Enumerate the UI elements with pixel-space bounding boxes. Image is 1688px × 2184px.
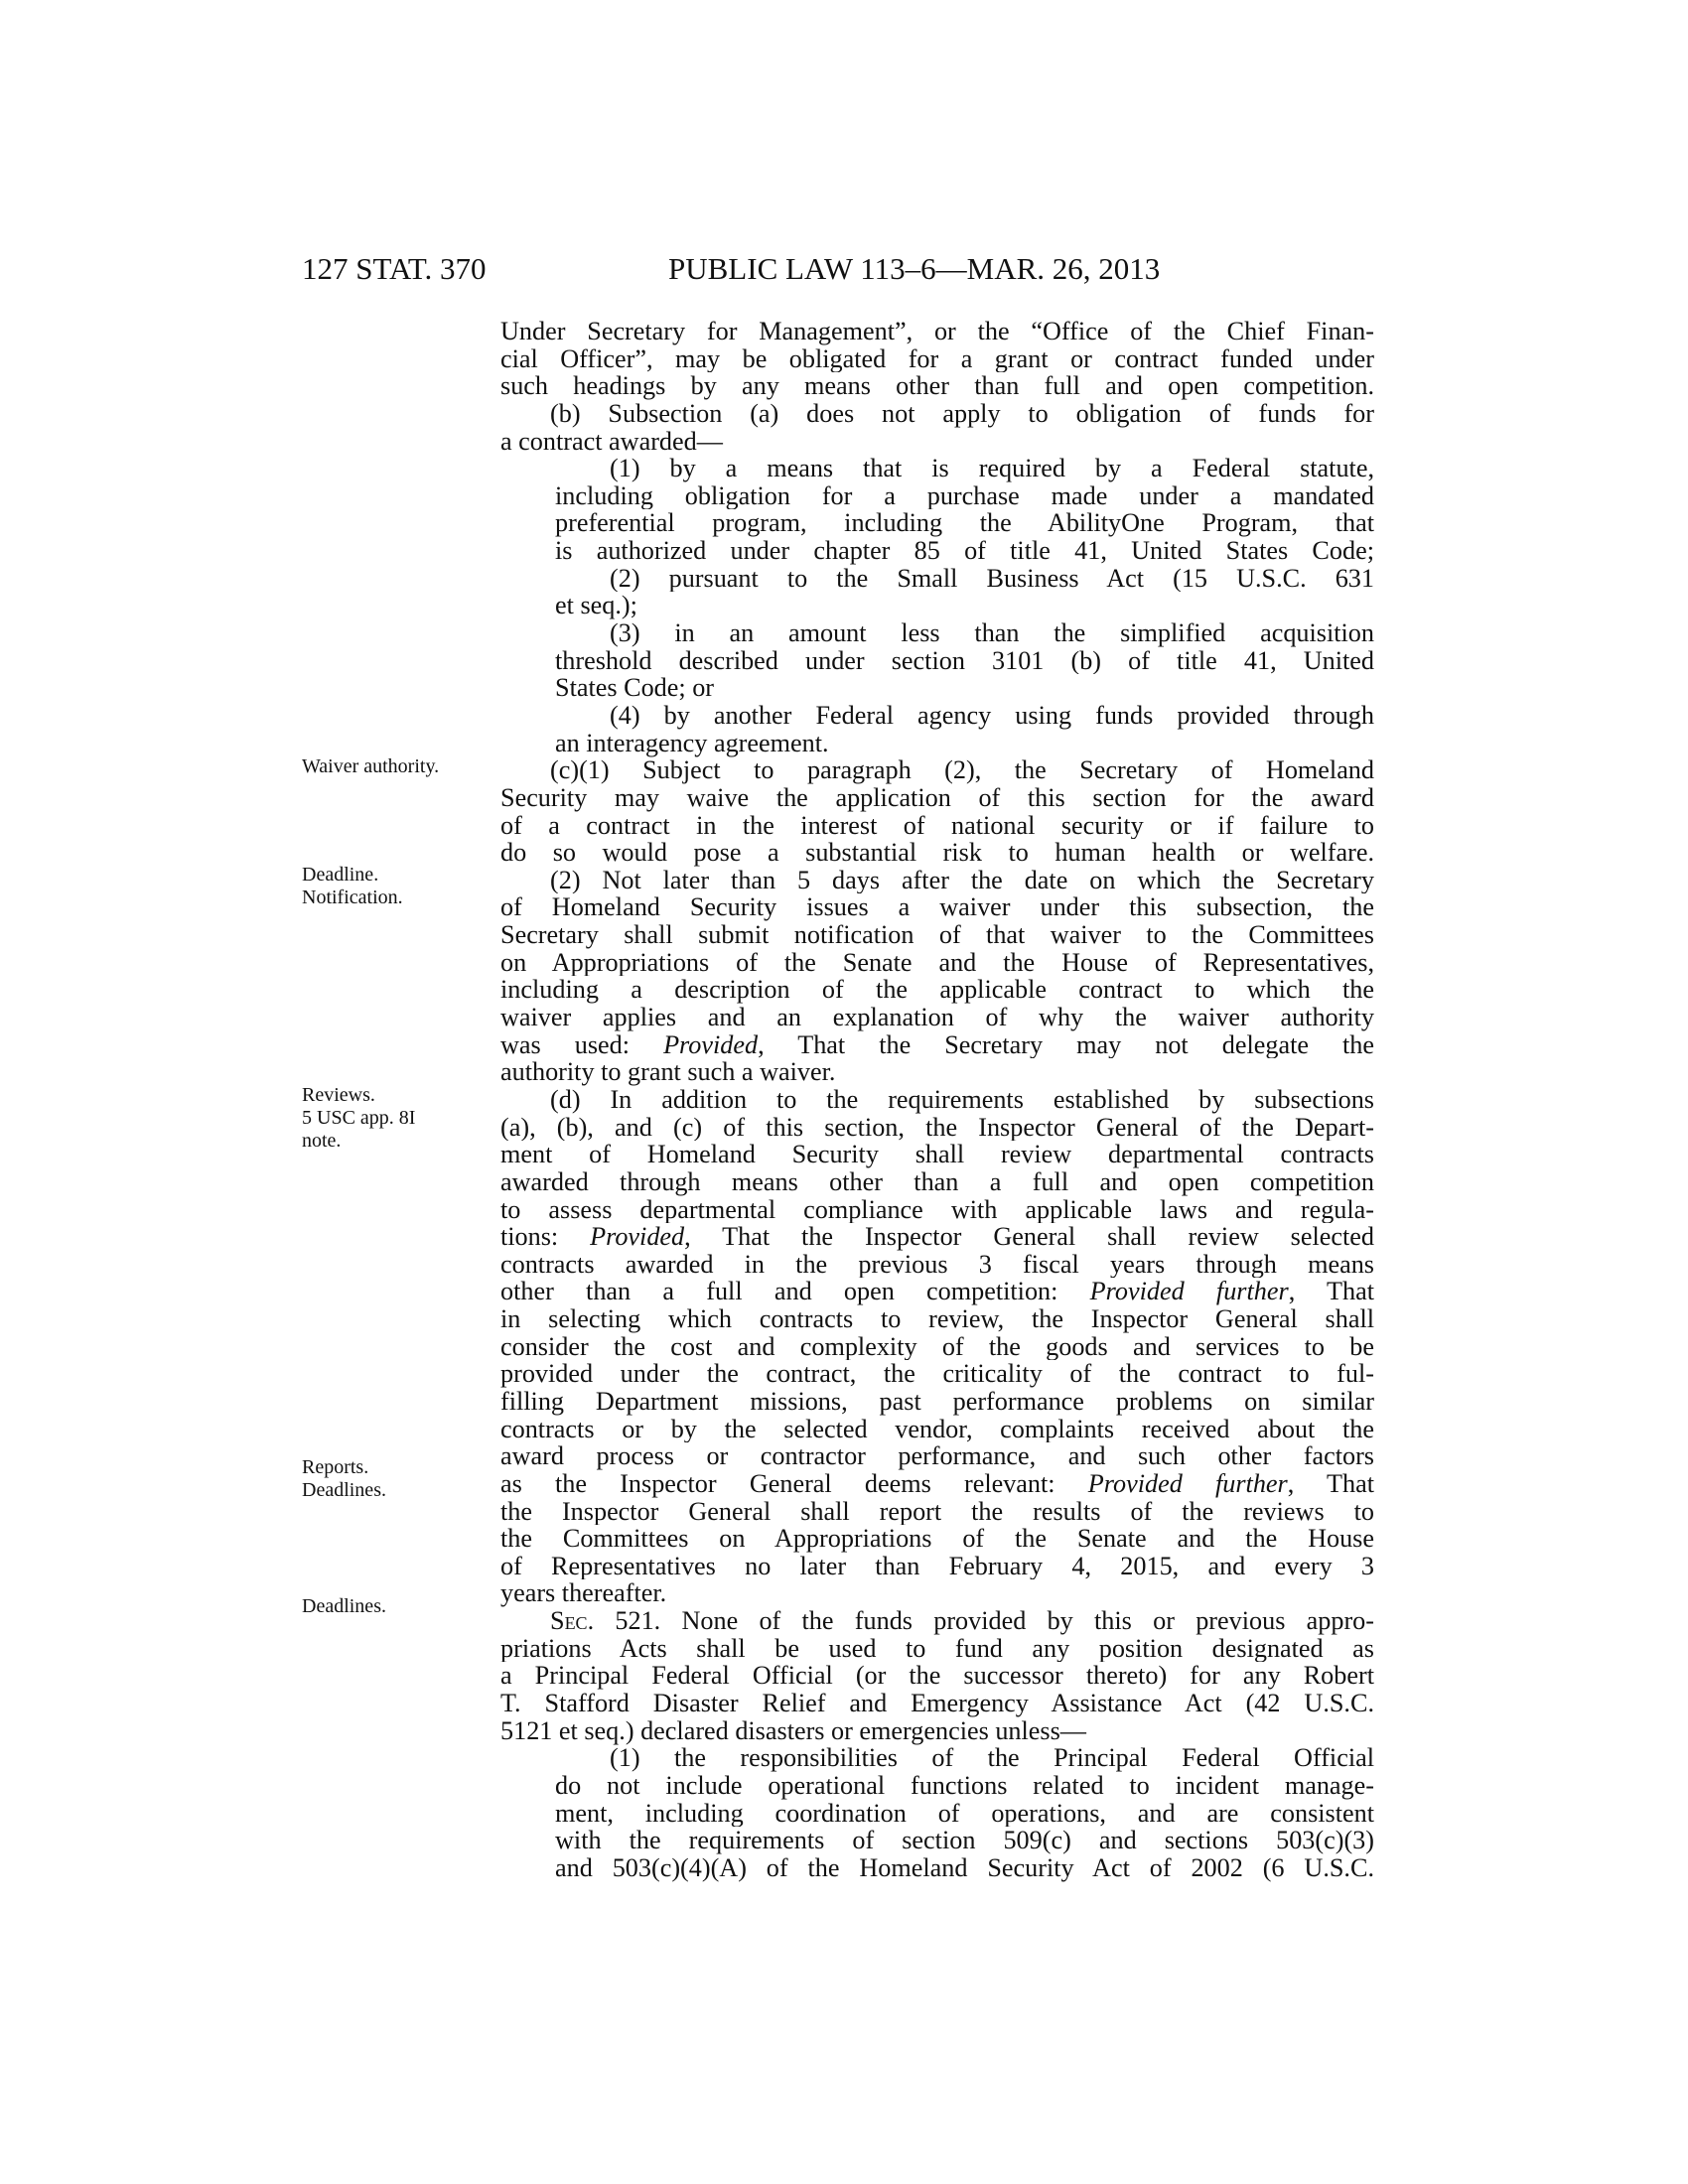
text-line: (1) the responsibilities of the Principal Federal Official [610, 1744, 1374, 1772]
text-line: authority to grant such a waiver. [500, 1057, 836, 1087]
text-line: awarded through means other than a full and open competition [500, 1167, 1374, 1196]
text-line: a Principal Federal Official (or the successor thereto) for any Robert [500, 1662, 1374, 1691]
text-span: was used: [500, 1030, 664, 1059]
margin-note-line: Waiver authority. [302, 755, 440, 777]
text-line: preferential program, including the AbilityOne Program, that [555, 509, 1374, 538]
text-line: of a contract in the interest of national security or if failure to [500, 811, 1374, 840]
text-line: threshold described under section 3101 (b) of title 41, United [555, 646, 1374, 675]
text-line: to assess departmental compliance with applicable laws and regula- [500, 1195, 1374, 1224]
text-line: contracts awarded in the previous 3 fiscal years through means [500, 1250, 1374, 1279]
proviso-italic: Provided further [1087, 1469, 1288, 1498]
text-line: (1) by a means that is required by a Federal statute, [610, 455, 1374, 482]
text-line: cial Officer”, may be obligated for a grant or contract funded under [500, 344, 1374, 373]
text-line [500, 1278, 1374, 1305]
public-law-title: PUBLIC LAW 113–6—MAR. 26, 2013 [668, 251, 1161, 286]
text-line: provided under the contract, the criticality of the contract to ful- [500, 1360, 1374, 1388]
text-line: such headings by any means other than full and open competition. [500, 372, 1374, 400]
text-line: an interagency agreement. [555, 728, 829, 757]
text-line: in selecting which contracts to review, the Inspector General shall [500, 1305, 1374, 1333]
text-line: (3) in an amount less than the simplified acquisition [610, 619, 1374, 647]
text-line: a contract awarded— [500, 426, 723, 456]
text-line: (2) pursuant to the Small Business Act (15 U.S.C. 631 [610, 564, 1374, 593]
text-line: States Code; or [555, 673, 715, 703]
text-line: of Homeland Security issues a waiver under this subsection, the [500, 893, 1374, 922]
margin-note-line: Deadline. [302, 864, 379, 886]
text-line: including a description of the applicable contract to which the [500, 976, 1374, 1005]
text-span: tions: [500, 1223, 591, 1251]
margin-note-deadline-notification [302, 864, 403, 909]
text-line: do not include operational functions related to incident manage- [555, 1771, 1374, 1800]
margin-note-waiver [302, 755, 439, 778]
text-span: other than a full and open competition: [500, 1278, 1090, 1306]
margin-note-line: Deadlines. [302, 1595, 386, 1617]
margin-note-deadlines [302, 1595, 386, 1618]
text-span: , That the Secretary may not delegate the [758, 1030, 1374, 1059]
text-line: et seq.); [555, 591, 637, 620]
text-line: contracts or by the selected vendor, complaints received about the [500, 1415, 1374, 1443]
margin-note-line: 5 USC app. 8I [302, 1107, 416, 1129]
text-line [500, 1223, 1374, 1251]
text-line [500, 1470, 1374, 1498]
text-line: years thereafter. [500, 1578, 667, 1608]
proviso-italic: Provided [663, 1030, 759, 1059]
text-line: (d) In addition to the requirements established by subsections [550, 1085, 1374, 1114]
page-header [302, 249, 1374, 289]
text-span: , That [1288, 1278, 1374, 1306]
text-line: including obligation for a purchase made under a mandated [555, 481, 1374, 510]
text-line: and 503(c)(4)(A) of the Homeland Security Act of 2002 (6 U.S.C. [555, 1853, 1374, 1882]
text-line: (4) by another Federal agency using funds provided through [610, 701, 1374, 730]
margin-note-line: Reviews. [302, 1084, 375, 1106]
text-span: as the Inspector General deems relevant: [500, 1469, 1088, 1498]
text-line [500, 1607, 1374, 1635]
text-line: (2) Not later than 5 days after the date on which the Secretary [550, 866, 1374, 894]
margin-note-line: Deadlines. [302, 1479, 386, 1501]
text-span: . 521. None of the funds provided by this or previous appro- [587, 1607, 1374, 1635]
margin-note-reviews [302, 1084, 415, 1153]
text-line: (a), (b), and (c) of this section, the Inspector General of the Depart- [500, 1113, 1374, 1142]
text-line: waiver applies and an explanation of why the waiver authority [500, 1004, 1374, 1031]
text-line: filling Department missions, past performance problems on similar [500, 1387, 1374, 1416]
text-line: the Inspector General shall report the results of the reviews to [500, 1497, 1374, 1526]
text-line: (b) Subsection (a) does not apply to obligation of funds for [550, 399, 1374, 428]
text-line: ment of Homeland Security shall review departmental contracts [500, 1141, 1374, 1168]
text-line: the Committees on Appropriations of the Senate and the House [500, 1525, 1374, 1553]
text-line: of Representatives no later than February 4, 2015, and every 3 [500, 1552, 1374, 1580]
text-span: , That [1287, 1469, 1374, 1498]
text-line: priations Acts shall be used to fund any position designated as [500, 1634, 1374, 1663]
text-line [500, 1031, 1374, 1059]
statute-page-number: 127 STAT. 370 [302, 251, 487, 286]
margin-note-line: Reports. [302, 1456, 369, 1478]
text-line: do so would pose a substantial risk to human health or welfare. [500, 839, 1374, 867]
margin-note-reports-deadlines [302, 1456, 386, 1502]
text-line: Under Secretary for Management”, or the “Office of the Chief Finan- [500, 318, 1374, 345]
proviso-italic: Provided [590, 1223, 685, 1251]
text-line: on Appropriations of the Senate and the House of Representatives, [500, 948, 1374, 977]
margin-note-line: note. [302, 1130, 342, 1152]
text-line: T. Stafford Disaster Relief and Emergency Assistance Act (42 U.S.C. [500, 1690, 1374, 1717]
text-line: (c)(1) Subject to paragraph (2), the Secretary of Homeland [550, 756, 1374, 784]
margin-note-line: Notification. [302, 887, 403, 908]
body-text [500, 318, 1374, 1882]
text-line: ment, including coordination of operations, and are consistent [555, 1799, 1374, 1828]
text-line: 5121 et seq.) declared disasters or emergencies unless— [500, 1715, 1086, 1745]
text-line: is authorized under chapter 85 of title 41, United States Code; [555, 537, 1374, 565]
proviso-italic: Provided further [1089, 1278, 1289, 1306]
text-line: award process or contractor performance, and such other factors [500, 1442, 1374, 1470]
section-abbrev: Sec [550, 1607, 588, 1635]
text-line: consider the cost and complexity of the goods and services to be [500, 1332, 1374, 1361]
text-line: with the requirements of section 509(c) and sections 503(c)(3) [555, 1827, 1374, 1854]
text-line: Security may waive the application of this section for the award [500, 783, 1374, 812]
text-line: Secretary shall submit notification of that waiver to the Committees [500, 921, 1374, 949]
text-span: , That the Inspector General shall review selected [684, 1223, 1374, 1251]
